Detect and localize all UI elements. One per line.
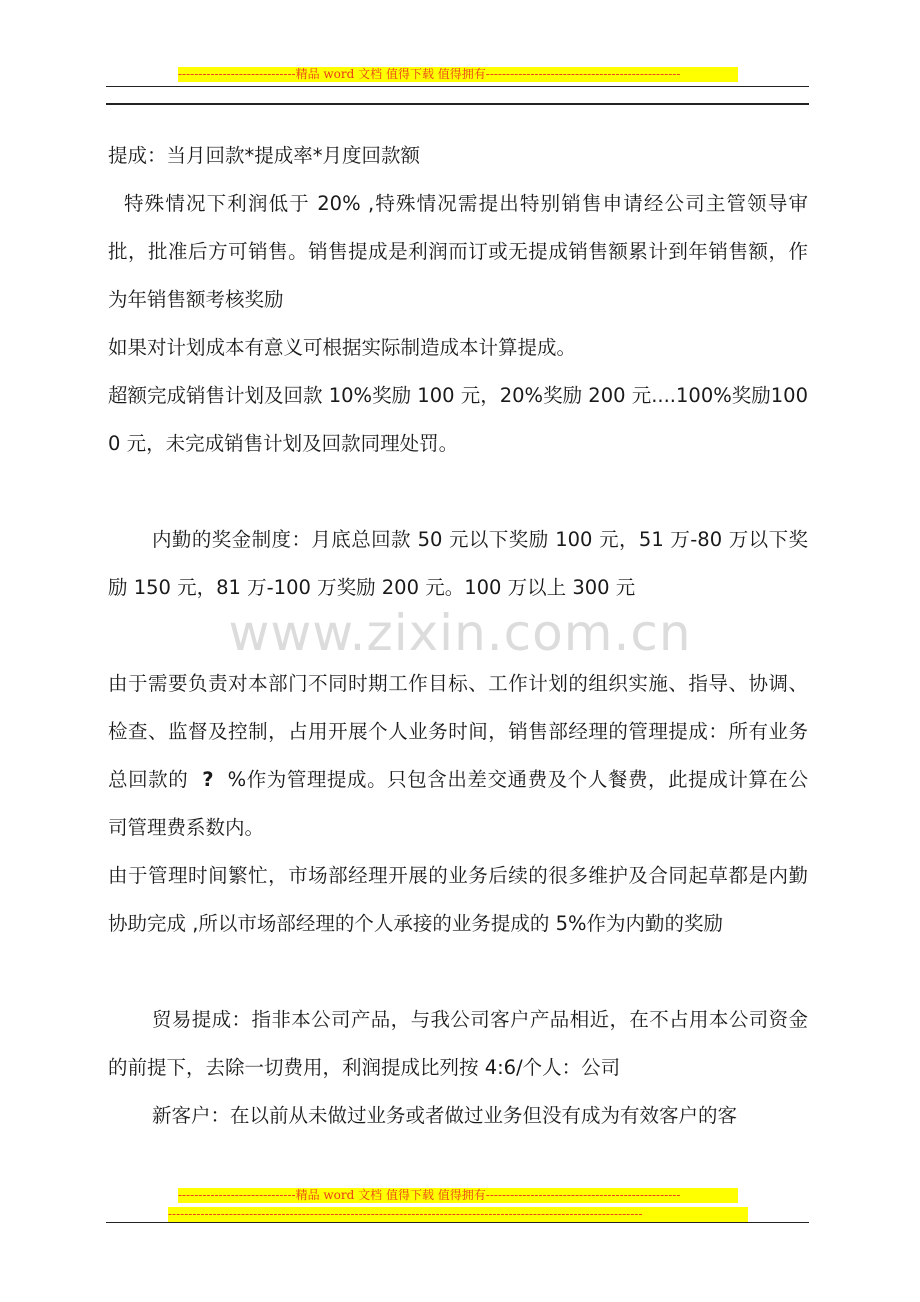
unknown-rate-mark: ? [202, 768, 214, 791]
paragraph-trade-commission: 贸易提成：指非本公司产品，与我公司客户产品相近，在不占用本公司资金的前提下，去除一切费用，利润提成比列按 4:6/个人：公司 [108, 1008, 808, 1079]
footer-dashes: --------------------------------------------------------------------------------------------------------------------- [168, 1207, 748, 1222]
manager-commission-text-a: 由于需要负责对本部门不同时期工作目标、工作计划的组织实施、指导、协调、检查、监督及控制，占用开展个人业务时间，销售部经理的管理提成：所有业务总回款的 [108, 672, 808, 791]
paragraph-manager-commission [108, 660, 808, 852]
blank-line [108, 948, 808, 996]
paragraph-commission-formula: 提成：当月回款*提成率*月度回款额 [108, 144, 421, 167]
document-body [108, 132, 808, 1140]
manager-commission-text-b: %作为管理提成。只包含出差交通费及个人餐费，此提成计算在公司管理费系数内。 [108, 768, 808, 839]
paragraph-new-customer: 新客户：在以前从未做过业务或者做过业务但没有成为有效客户的客 [152, 1104, 738, 1127]
paragraph-market-manager: 由于管理时间繁忙，市场部经理开展的业务后续的很多维护及合同起草都是内勤协助完成 ,所以市场部经理的个人承接的业务提成的 5%作为内勤的奖励 [108, 864, 808, 935]
header-rule-thick [106, 103, 809, 105]
blank-line [108, 612, 808, 660]
header-banner: -----------------------------精品 word 文档 值得下载 值得拥有------------------------------------------------ [178, 67, 738, 82]
header-rule-thin [106, 86, 809, 87]
watermark: www.zixin.com.cn [228, 604, 692, 662]
blank-line [108, 468, 808, 516]
footer-banner: -----------------------------精品 word 文档 值得下载 值得拥有------------------------------------------------ [178, 1188, 738, 1203]
paragraph-special-cases: 特殊情况下利润低于 20% ,特殊情况需提出特别销售申请经公司主管领导审批，批准后方可销售。销售提成是利润而订或无提成销售额累计到年销售额，作为年销售额考核奖励 [108, 192, 808, 311]
paragraph-office-bonus: 内勤的奖金制度：月底总回款 50 元以下奖励 100 元，51 万-80 万以下奖励 150 元，81 万-100 万奖励 200 元。100 万以上 300 元 [108, 528, 808, 599]
paragraph-exceed-bonus: 超额完成销售计划及回款 10%奖励 100 元，20%奖励 200 元....100%奖励1000 元，未完成销售计划及回款同理处罚。 [108, 384, 808, 455]
paragraph-plan-cost: 如果对计划成本有意义可根据实际制造成本计算提成。 [108, 336, 577, 359]
footer-rule [106, 1222, 809, 1223]
